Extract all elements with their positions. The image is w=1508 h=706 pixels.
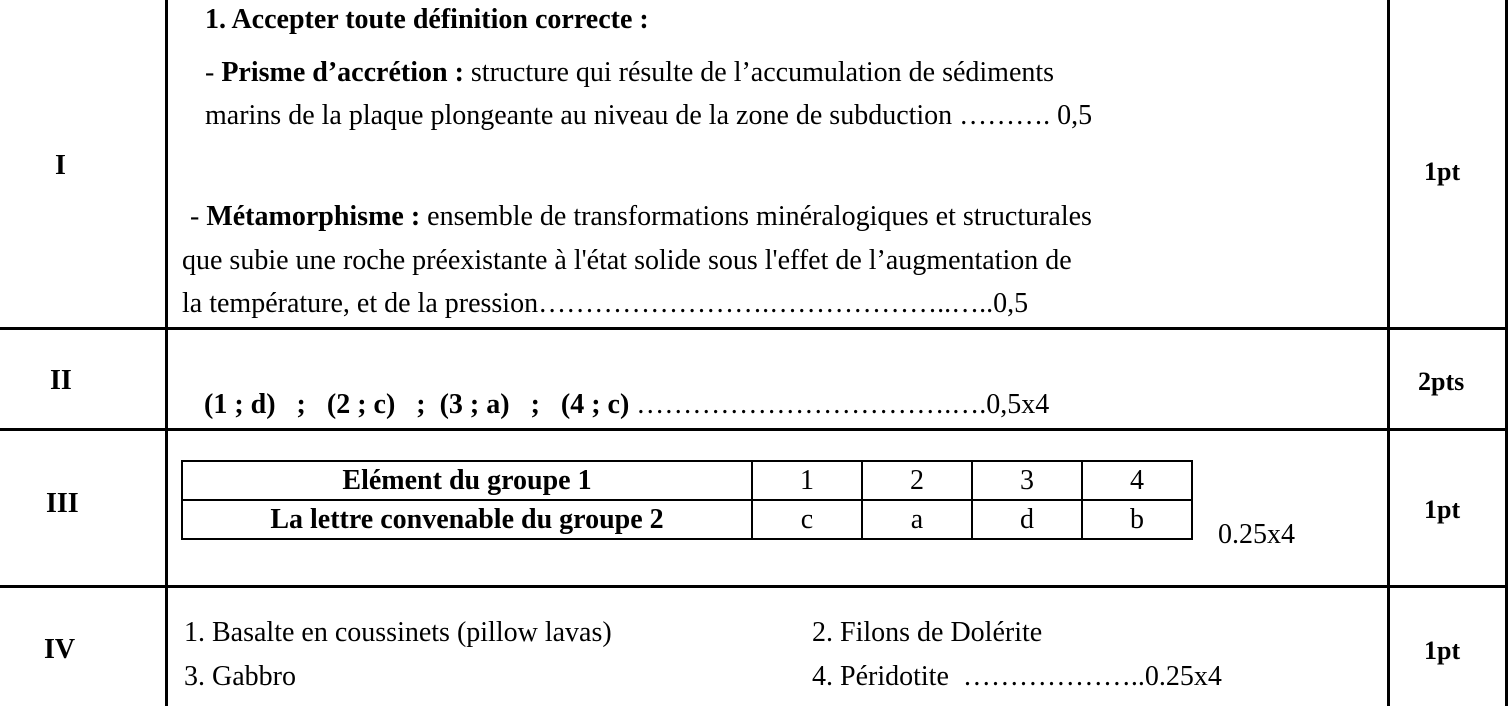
table-cell: 1 xyxy=(752,461,862,500)
section-label-IV: IV xyxy=(44,634,76,665)
matching-score: …………………………….….0,5x4 xyxy=(629,389,1050,420)
row-divider-2 xyxy=(0,428,1508,431)
column-divider-right xyxy=(1387,0,1390,706)
table-row-label: La lettre convenable du groupe 2 xyxy=(182,500,752,539)
definition-metamorphisme-line1 xyxy=(190,203,1092,231)
row-divider-1 xyxy=(0,327,1508,330)
definition-term-prisme: Prisme d’accrétion : xyxy=(221,57,464,88)
row-divider-3 xyxy=(0,585,1508,588)
correspondence-table xyxy=(181,460,1193,540)
definition-metamorphisme-line2: que subie une roche préexistante à l'état solide sous l'effet de l’augmentation de xyxy=(182,245,1072,276)
definition-text: structure qui résulte de l’accumulation de sédiments xyxy=(463,57,1055,88)
matching-pairs: (1 ; d) ; (2 ; c) ; (3 ; a) ; (4 ; c) xyxy=(204,389,630,420)
rock-item-4: 4. Péridotite ………………..0.25x4 xyxy=(812,661,1222,692)
section-points-IV: 1pt xyxy=(1424,636,1461,665)
section-III-score: 0.25x4 xyxy=(1218,519,1295,550)
table-cell: b xyxy=(1082,500,1192,539)
rock-item-2: 2. Filons de Dolérite xyxy=(812,617,1043,648)
rock-item-3: 3. Gabbro xyxy=(184,661,296,692)
table-row xyxy=(182,461,1192,500)
section-label-III: III xyxy=(46,488,79,519)
definition-prefix: - xyxy=(190,201,207,232)
section-points-II: 2pts xyxy=(1418,367,1465,396)
table-cell: d xyxy=(972,500,1082,539)
table-cell: 4 xyxy=(1082,461,1192,500)
table-row xyxy=(182,500,1192,539)
table-row-label: Elément du groupe 1 xyxy=(182,461,752,500)
section-I-heading: 1. Accepter toute définition correcte : xyxy=(205,4,649,35)
section-label-II: II xyxy=(50,365,72,396)
section-points-III: 1pt xyxy=(1424,495,1461,524)
definition-prisme-line1 xyxy=(205,59,1054,87)
definition-term-metamorphisme: Métamorphisme : xyxy=(206,201,421,232)
definition-text: ensemble de transformations minéralogiques et structurales xyxy=(420,201,1092,232)
matching-answers xyxy=(190,363,1049,419)
column-divider-left xyxy=(165,0,168,706)
table-cell: 3 xyxy=(972,461,1082,500)
table-cell: c xyxy=(752,500,862,539)
rock-item-1: 1. Basalte en coussinets (pillow lavas) xyxy=(184,617,612,648)
definition-metamorphisme-line3: la température, et de la pression…………………….………………..…..0,5 xyxy=(182,288,1029,319)
definition-prefix: - xyxy=(205,57,222,88)
section-label-I: I xyxy=(55,150,66,181)
definition-prisme-line2: marins de la plaque plongeante au niveau de la zone de subduction ………. 0,5 xyxy=(205,100,1093,131)
section-points-I: 1pt xyxy=(1424,157,1461,186)
table-cell: a xyxy=(862,500,972,539)
table-cell: 2 xyxy=(862,461,972,500)
